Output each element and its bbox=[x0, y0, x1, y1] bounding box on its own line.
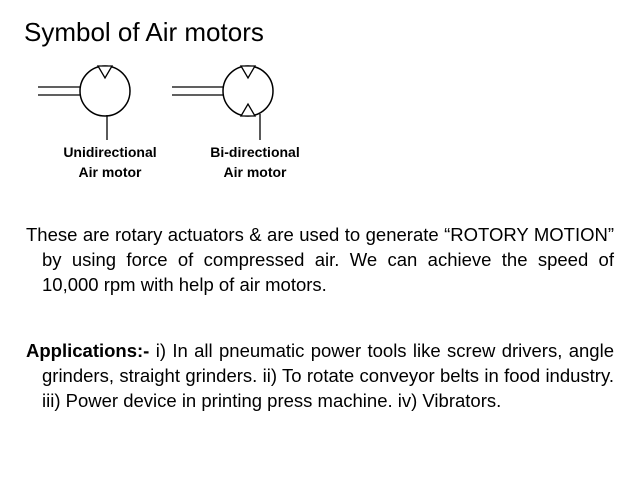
applications-label: Applications:- bbox=[26, 340, 150, 361]
caption-line-1: Unidirectional bbox=[63, 144, 157, 160]
unidirectional-motor-symbol bbox=[38, 66, 130, 140]
caption-line-2: Air motor bbox=[223, 164, 287, 180]
description-paragraph: These are rotary actuators & are used to generate “ROTORY MOTION” by using force of compressed air. We can achieve the speed of 10,000 rpm with help of air motors. bbox=[26, 224, 614, 295]
caption-line-1: Bi-directional bbox=[210, 144, 300, 160]
bidirectional-caption bbox=[190, 142, 320, 182]
applications-paragraph bbox=[26, 338, 614, 413]
bidirectional-motor-symbol bbox=[172, 66, 273, 140]
unidirectional-caption bbox=[45, 142, 175, 182]
caption-line-2: Air motor bbox=[78, 164, 142, 180]
applications-text: i) In all pneumatic power tools like screw drivers, angle grinders, straight grinders. ii) To rotate conveyor belts in food industry. iii) Power device in printing press machine. iv) Vibrators. bbox=[42, 340, 614, 411]
air-motor-symbols bbox=[0, 0, 638, 220]
slide-title: Symbol of Air motors bbox=[24, 17, 264, 47]
